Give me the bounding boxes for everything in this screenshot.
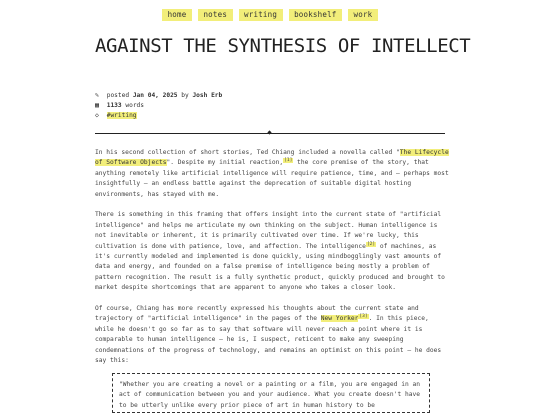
p1-text-a: In his second collection of short stories, Ted Chiang included a novella called " (95, 149, 400, 156)
pencil-icon: ✎ (95, 91, 99, 99)
p2-text-b: of machines, as it's currently modeled and implemented is done quickly, using mindbogglingly vast amounts of data and energy, and founded on a false premise of intelligence being mostly a problem of pattern recognition. The result is a fully synthetic product, quickly produced and brought to market despite shortcomings that are apparent to anyone who takes a closer look. (95, 242, 445, 292)
block-quote: "Whether you are creating a novel or a painting or a film, you are engaged in an act of communication between you and your audience. What you create doesn't have to be utterly unlike every prior piece of art in human history to be (112, 373, 430, 413)
paragraph-3 (95, 304, 450, 366)
tag-row (95, 110, 222, 120)
by-label: by (181, 92, 189, 99)
post-meta (95, 90, 222, 120)
nav-bookshelf[interactable]: bookshelf (289, 9, 342, 21)
words-label: words (125, 102, 145, 109)
paragraph-2 (95, 210, 450, 293)
nav-home[interactable]: home (162, 9, 192, 21)
footnote-1[interactable]: [1] (284, 158, 293, 164)
word-count-row (95, 100, 222, 110)
footnote-3[interactable]: [3] (359, 314, 368, 320)
post-date: Jan 04, 2025 (132, 92, 178, 99)
nav-work[interactable]: work (348, 9, 378, 21)
paragraph-1 (95, 148, 450, 200)
top-nav (0, 9, 540, 21)
nav-writing[interactable]: writing (239, 9, 283, 21)
article-body (95, 148, 450, 377)
abacus-icon: ▦ (95, 101, 99, 109)
p3-text-a: Of course, Chiang has more recently expressed his thoughts about the current state and trajectory of "artificial intelligence" in the pages of the (95, 305, 419, 323)
footnote-2[interactable]: [2] (366, 241, 376, 247)
story-link[interactable]: The Lifecycle of Software Objects (95, 149, 449, 167)
post-author: Josh Erb (192, 92, 223, 99)
divider-diamond-icon (267, 130, 271, 134)
page-title: AGAINST THE SYNTHESIS OF INTELLECT (95, 35, 471, 57)
new-yorker-link[interactable]: New Yorker (320, 315, 359, 323)
p1-text-c: the core premise of the story, that anything remotely like artificial intelligence will require patience, time, and — perhaps most insightfully — an endless battle against the deprecation of suitable digital hosting environments, has stayed with me. (95, 159, 449, 198)
p3-text-b: . In this piece, while he doesn't go so far as to say that software will never reach a point where it is comparable to human intelligence — he is, I suspect, reticent to make any sweeping condemnations of the progress of technology, and remains an optimist on this point — he does say this: (95, 315, 442, 365)
tag-icon: ◇ (95, 111, 99, 119)
p2-text-a: There is something in this framing that offers insight into the current state of "artificial intelligence" and helps me articulate my own thinking on the subject. Human intelligence is not inevitable or inherent, it is primarily cultivated over time. If we're lucky, this cultivation is done with patience, love, and affection. The intelligence (95, 211, 442, 250)
nav-notes[interactable]: notes (198, 9, 233, 21)
p1-text-b: ". Despite my initial reaction, (166, 159, 284, 167)
word-count: 1133 (106, 102, 122, 109)
posted-row (95, 90, 222, 100)
tag-link[interactable]: #writing (106, 112, 137, 119)
section-divider (95, 131, 445, 135)
posted-label: posted (106, 92, 130, 99)
